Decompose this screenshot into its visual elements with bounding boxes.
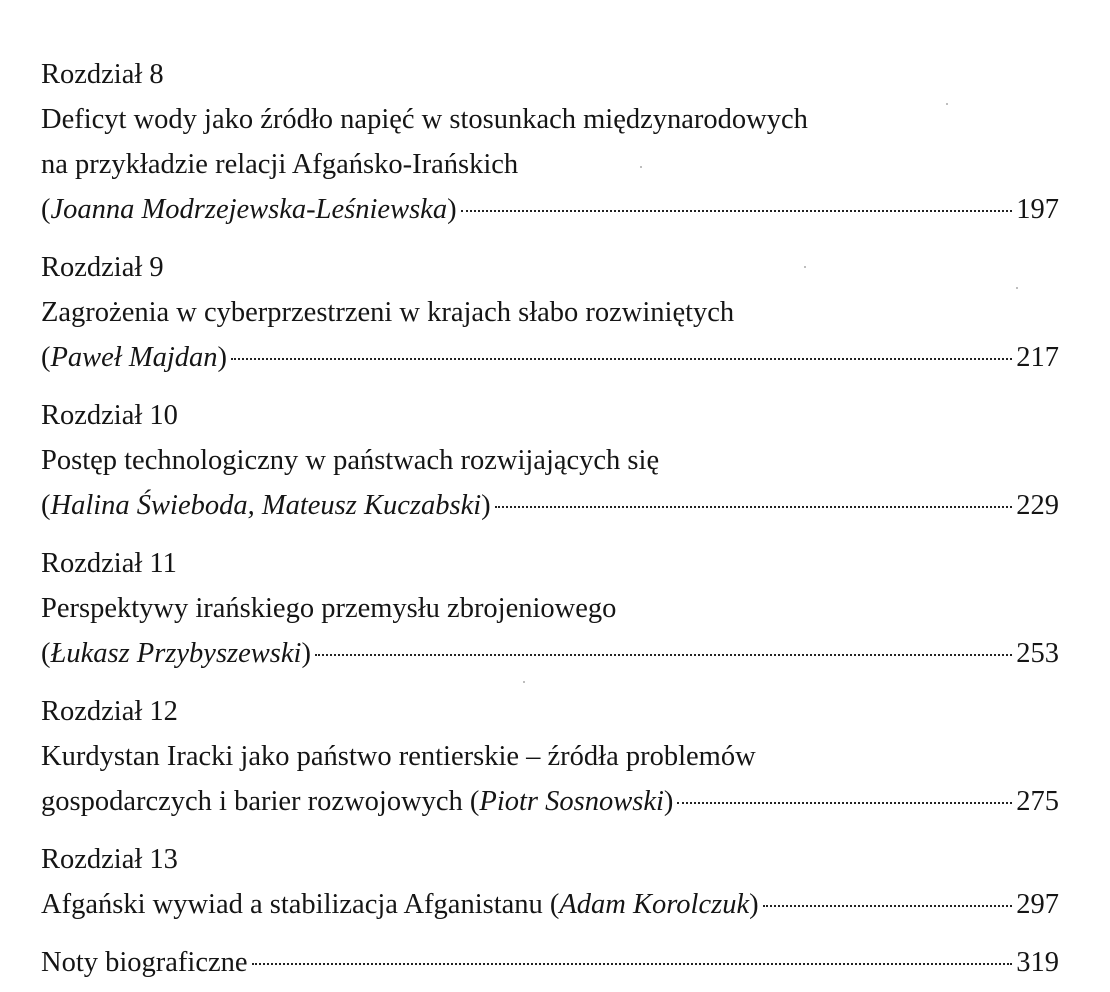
- toc-entry-chapter-13: [41, 837, 1059, 927]
- chapter-title-line: Postęp technologiczny w państwach rozwijających się: [41, 445, 660, 476]
- scan-speck: [946, 103, 948, 105]
- page-number: 229: [1016, 490, 1059, 521]
- author-suffix: ): [217, 342, 228, 373]
- biographies-label: Noty biograficzne: [41, 947, 248, 978]
- author-suffix: ): [663, 786, 674, 817]
- dot-leader: [763, 905, 1013, 907]
- chapter-title-line: Zagrożenia w cyberprzestrzeni w krajach słabo rozwiniętych: [41, 297, 735, 328]
- author-prefix: (: [41, 638, 51, 669]
- page-number: 297: [1016, 889, 1059, 920]
- author-prefix: Afgański wywiad a stabilizacja Afganistanu (: [41, 889, 560, 920]
- biographies-line: [41, 940, 1059, 985]
- author-prefix: (: [41, 342, 51, 373]
- chapter-title-line: na przykładzie relacji Afgańsko-Irańskich: [41, 149, 519, 180]
- page-number: 275: [1016, 786, 1059, 817]
- author-prefix: (: [41, 490, 51, 521]
- author-block: [41, 779, 673, 824]
- chapter-title-line: Deficyt wody jako źródło napięć w stosunkach międzynarodowych: [41, 104, 808, 135]
- dot-leader: [231, 358, 1012, 360]
- page-number: 197: [1016, 194, 1059, 225]
- chapter-author-line: [41, 335, 1059, 380]
- chapter-label: Rozdział 10: [41, 400, 178, 431]
- scan-speck: [640, 166, 642, 168]
- chapter-title-line: Kurdystan Iracki jako państwo rentierskie – źródła problemów: [41, 741, 756, 772]
- chapter-author: Łukasz Przybyszewski: [50, 638, 302, 669]
- page-number: 217: [1016, 342, 1059, 373]
- scan-speck: [523, 681, 525, 683]
- dot-leader: [495, 506, 1013, 508]
- chapter-author-line: [41, 882, 1059, 927]
- toc-entry-chapter-12: [41, 689, 1059, 824]
- chapter-label: Rozdział 9: [41, 252, 164, 283]
- toc-entry-biographies: [41, 940, 1059, 985]
- chapter-author: Paweł Majdan: [50, 342, 218, 373]
- dot-leader: [252, 963, 1013, 965]
- author-block: [41, 882, 759, 927]
- author-suffix: ): [447, 194, 457, 225]
- chapter-author-line: [41, 483, 1059, 528]
- author-suffix: ): [749, 889, 759, 920]
- chapter-author: Joanna Modrzejewska-Leśniewska: [50, 194, 448, 225]
- page-number: 253: [1016, 638, 1059, 669]
- author-block: [41, 483, 491, 528]
- toc-entry-chapter-8: [41, 52, 1059, 232]
- dot-leader: [677, 802, 1012, 804]
- author-suffix: ): [301, 638, 311, 669]
- chapter-author: Halina Świeboda, Mateusz Kuczabski: [50, 490, 482, 521]
- toc-entry-chapter-9: [41, 245, 1059, 380]
- table-of-contents: [41, 52, 1059, 985]
- scan-speck: [804, 266, 806, 268]
- chapter-label: Rozdział 13: [41, 844, 178, 875]
- chapter-author-line: [41, 631, 1059, 676]
- toc-entry-chapter-11: [41, 541, 1059, 676]
- chapter-title-line: Perspektywy irańskiego przemysłu zbrojeniowego: [41, 593, 617, 624]
- scan-speck: [1016, 287, 1018, 289]
- author-suffix: ): [481, 490, 491, 521]
- dot-leader: [461, 210, 1013, 212]
- dot-leader: [315, 654, 1012, 656]
- toc-entry-chapter-10: [41, 393, 1059, 528]
- author-prefix: (: [41, 194, 51, 225]
- chapter-label: Rozdział 11: [41, 548, 177, 579]
- author-block: [41, 187, 457, 232]
- chapter-label: Rozdział 12: [41, 696, 178, 727]
- chapter-author: Piotr Sosnowski: [479, 786, 664, 817]
- chapter-label: Rozdział 8: [41, 59, 164, 90]
- chapter-author-line: [41, 187, 1059, 232]
- chapter-author: Adam Korolczuk: [559, 889, 750, 920]
- page-number: 319: [1016, 947, 1059, 978]
- chapter-author-line: [41, 779, 1059, 824]
- author-prefix: gospodarczych i barier rozwojowych (: [41, 786, 480, 817]
- author-block: [41, 335, 227, 380]
- author-block: [41, 631, 311, 676]
